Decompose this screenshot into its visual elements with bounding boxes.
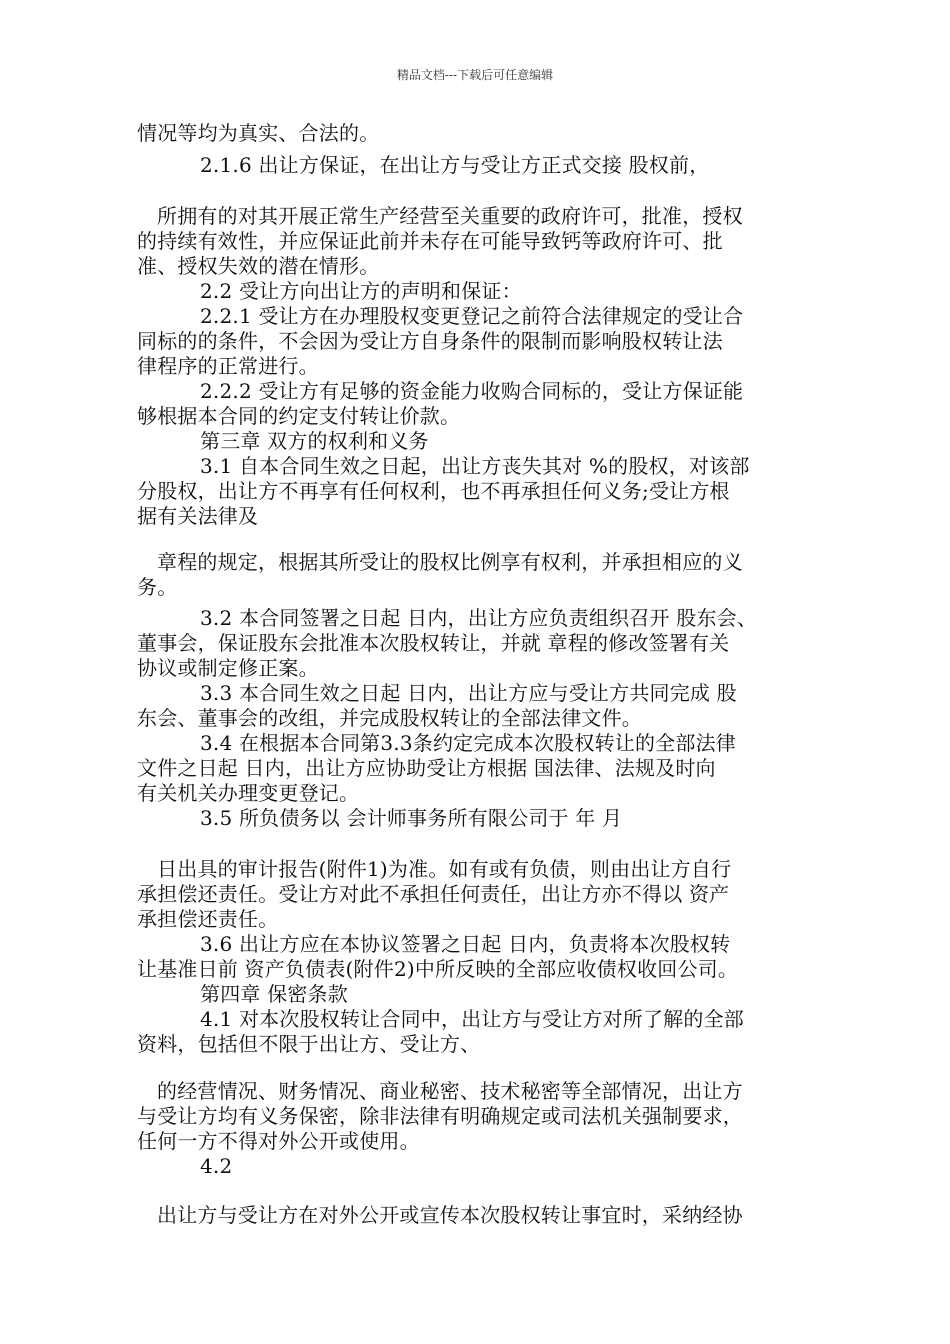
text-line: 承担偿还责任。受让方对此不承担任何责任，出让方亦不得以 资产 bbox=[137, 882, 730, 906]
text-line: 东会、董事会的改组，并完成股权转让的全部法律文件。 bbox=[137, 706, 642, 730]
text-line: 有关机关办理变更登记。 bbox=[137, 781, 360, 805]
text-line: 的持续有效性，并应保证此前并未存在可能导致钙等政府许可、批 bbox=[137, 229, 723, 253]
page-header: 精品文档---下载后可任意编辑 bbox=[396, 68, 554, 82]
chapter-heading: 第三章 双方的权利和义务 bbox=[200, 429, 429, 453]
text-line: 2.2.1 受让方在办理股权变更登记之前符合法律规定的受让合 bbox=[200, 304, 744, 328]
text-line: 分股权，出让方不再享有任何权利，也不再承担任何义务;受让方根 bbox=[137, 479, 730, 503]
text-line: 董事会，保证股东会批准本次股权转让，并就 章程的修改签署有关 bbox=[137, 631, 730, 655]
text-line: 情况等均为真实、合法的。 bbox=[137, 121, 380, 145]
text-line: 协议或制定修正案。 bbox=[137, 656, 319, 680]
text-line: 同标的的条件，不会因为受让方自身条件的限制而影响股权转让法 bbox=[137, 329, 723, 353]
text-line: 准、授权失效的潜在情形。 bbox=[137, 254, 380, 278]
text-line: 2.2.2 受让方有足够的资金能力收购合同标的，受让方保证能 bbox=[200, 379, 744, 403]
text-line: 文件之日起 日内，出让方应协助受让方根据 国法律、法规及时向 bbox=[137, 756, 716, 780]
text-line: 2.2 受让方向出让方的声明和保证： bbox=[200, 279, 522, 303]
text-line: 据有关法律及 bbox=[137, 504, 259, 528]
text-line: 的经营情况、财务情况、商业秘密、技术秘密等全部情况，出让方 bbox=[157, 1079, 743, 1103]
text-line: 让基准日前 资产负债表(附件2)中所反映的全部应收债权收回公司。 bbox=[137, 957, 739, 981]
text-line: 任何一方不得对外公开或使用。 bbox=[137, 1129, 420, 1153]
text-line: 3.5 所负债务以 会计师事务所有限公司于 年 月 bbox=[200, 806, 623, 830]
text-line: 4.2 bbox=[200, 1154, 233, 1178]
text-line: 与受让方均有义务保密，除非法律有明确规定或司法机关强制要求， bbox=[137, 1104, 743, 1128]
chapter-heading: 第四章 保密条款 bbox=[200, 982, 348, 1006]
text-line: 律程序的正常进行。 bbox=[137, 354, 319, 378]
text-line: 够根据本合同的约定支付转让价款。 bbox=[137, 404, 461, 428]
text-line: 资料，包括但不限于出让方、受让方、 bbox=[137, 1032, 481, 1056]
text-line: 所拥有的对其开展正常生产经营至关重要的政府许可，批准，授权 bbox=[157, 204, 743, 228]
text-line: 章程的规定，根据其所受让的股权比例享有权利，并承担相应的义 bbox=[157, 550, 743, 574]
text-line: 3.1 自本合同生效之日起，出让方丧失其对 %的股权，对该部 bbox=[200, 454, 750, 478]
text-line: 3.3 本合同生效之日起 日内，出让方应与受让方共同完成 股 bbox=[200, 681, 737, 705]
text-line: 出让方与受让方在对外公开或宣传本次股权转让事宜时，采纳经协 bbox=[157, 1203, 743, 1227]
text-line: 承担偿还责任。 bbox=[137, 907, 279, 931]
text-line: 3.6 出让方应在本协议签署之日起 日内，负责将本次股权转 bbox=[200, 932, 731, 956]
text-line: 4.1 对本次股权转让合同中，出让方与受让方对所了解的全部 bbox=[200, 1007, 744, 1031]
text-line: 3.2 本合同签署之日起 日内，出让方应负责组织召开 股东会、 bbox=[200, 606, 758, 630]
text-line: 务。 bbox=[137, 575, 178, 599]
text-line: 日出具的审计报告(附件1)为准。如有或有负债，则由出让方自行 bbox=[157, 857, 732, 881]
text-line: 3.4 在根据本合同第3.3条约定完成本次股权转让的全部法律 bbox=[200, 731, 736, 755]
text-line: 2.1.6 出让方保证，在出让方与受让方正式交接 股权前， bbox=[200, 153, 710, 177]
